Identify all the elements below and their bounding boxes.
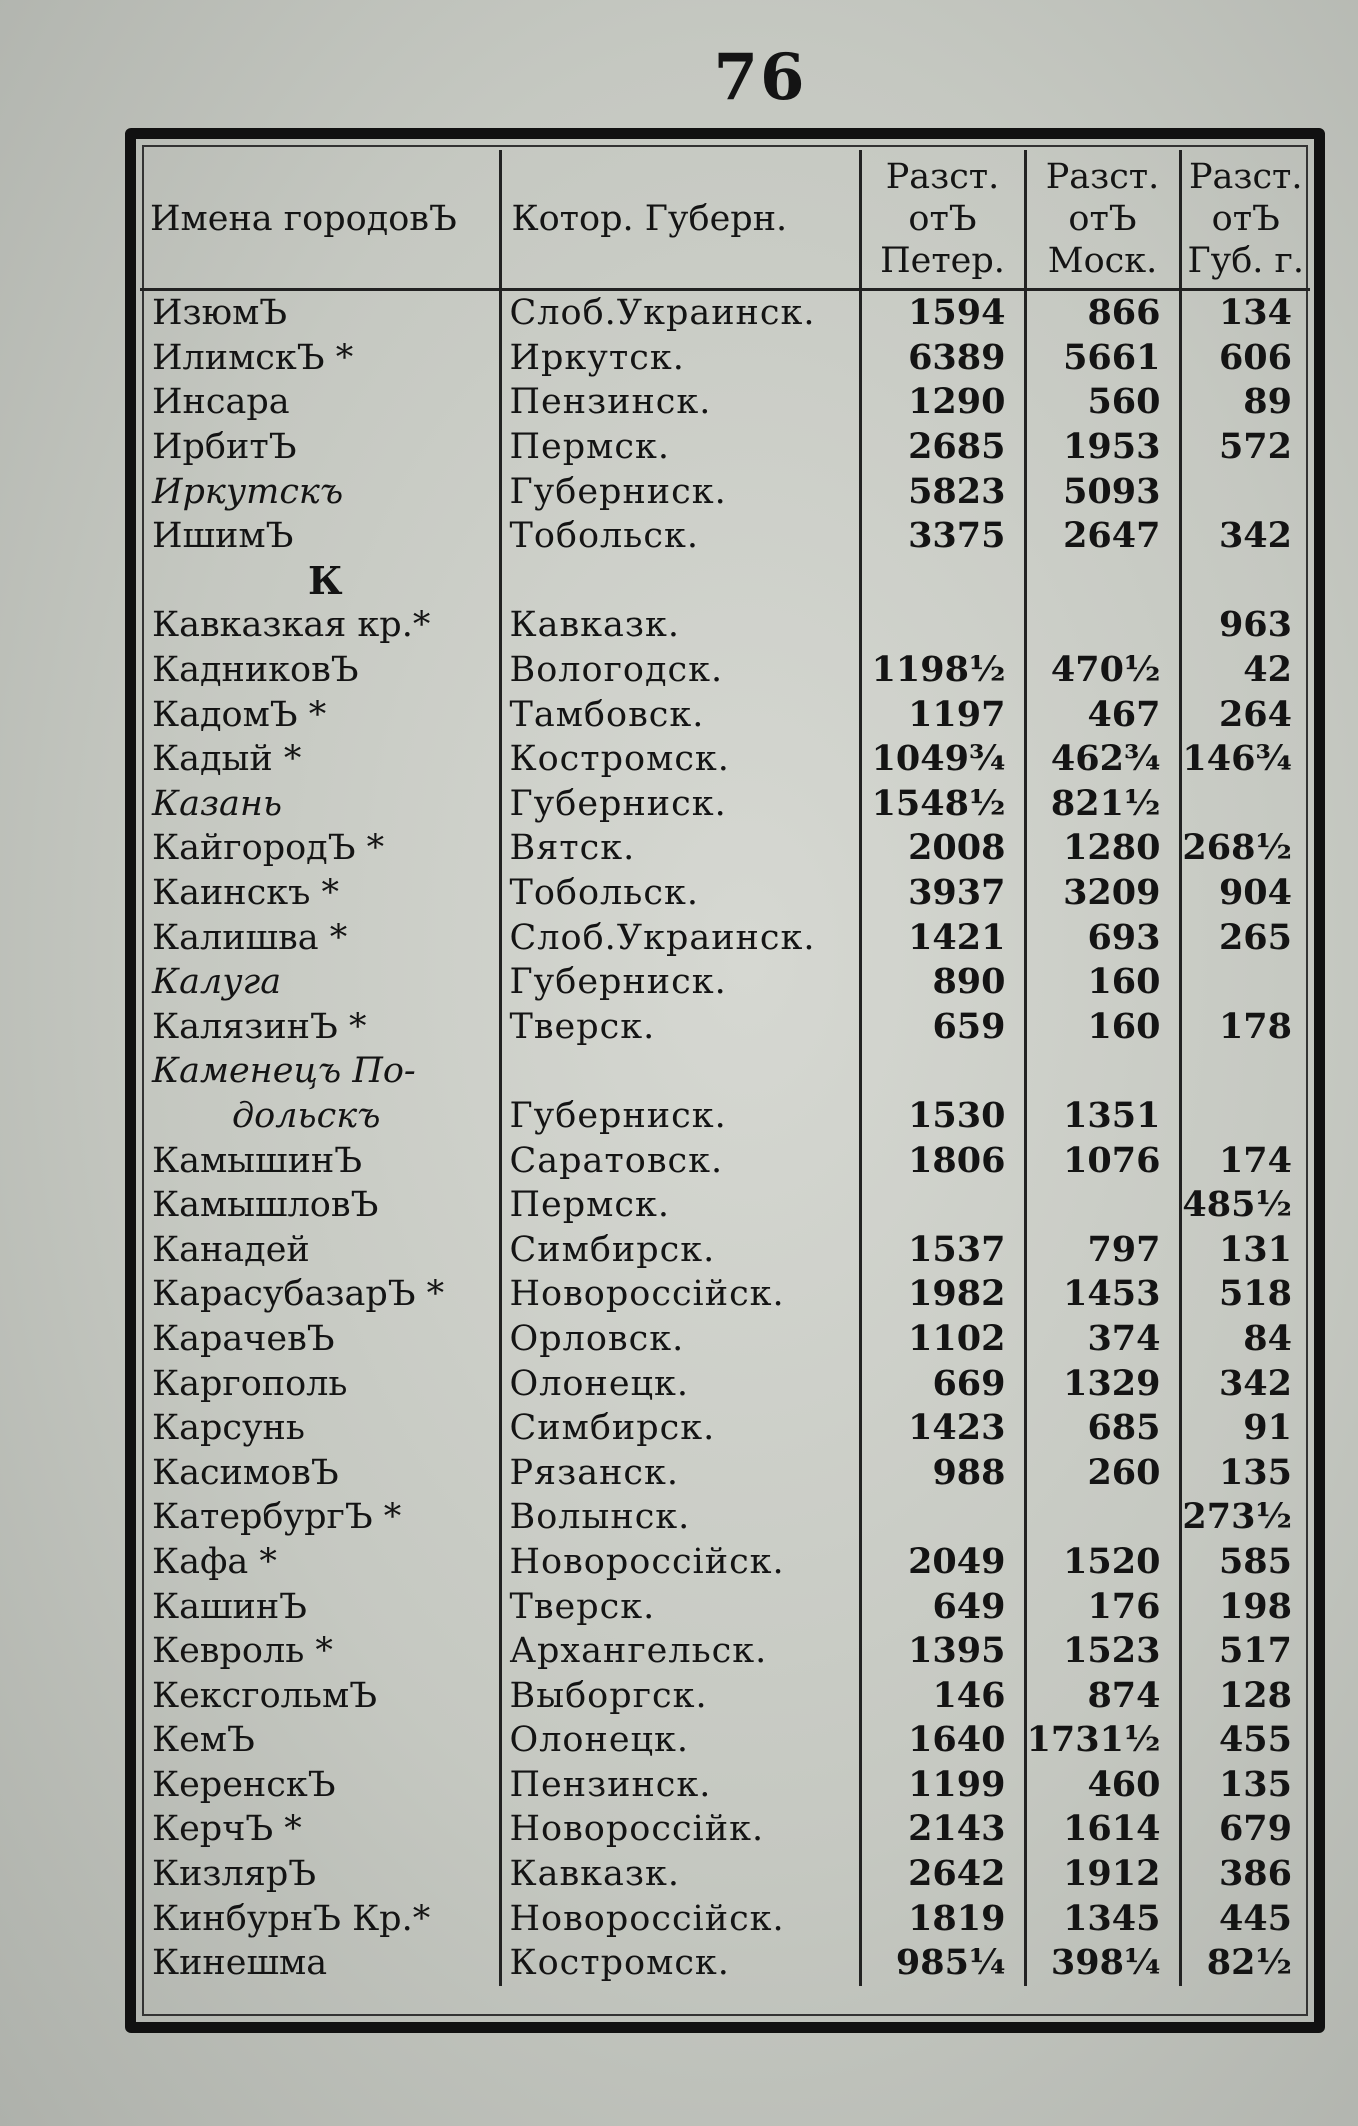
distance-from-peter: 3937 bbox=[860, 871, 1025, 916]
table-row bbox=[140, 960, 1310, 1005]
province-name: Вологодск. bbox=[500, 648, 860, 693]
distance-from-moscow bbox=[1025, 603, 1180, 648]
distance-from-gub bbox=[1180, 559, 1310, 604]
province-name: Иркутск. bbox=[500, 336, 860, 381]
table-row bbox=[140, 469, 1310, 514]
distance-from-peter: 1537 bbox=[860, 1227, 1025, 1272]
distance-from-moscow: 1953 bbox=[1025, 425, 1180, 470]
header-from-gub-line: отЪ bbox=[1211, 199, 1280, 239]
distance-from-gub: 84 bbox=[1243, 1317, 1292, 1359]
table-row bbox=[140, 1941, 1310, 1986]
city-name: Каинскъ * bbox=[140, 871, 500, 916]
distance-from-gub: 585 bbox=[1218, 1540, 1292, 1582]
province-name: Рязанск. bbox=[500, 1450, 860, 1495]
distance-from-gub: 264 bbox=[1218, 693, 1292, 735]
distance-from-moscow: 460 bbox=[1025, 1763, 1180, 1808]
distance-from-peter: 1806 bbox=[860, 1138, 1025, 1183]
province-name: Симбирск. bbox=[500, 1406, 860, 1451]
table-row bbox=[140, 1673, 1310, 1718]
table-row bbox=[140, 1227, 1310, 1272]
distance-from-moscow: 874 bbox=[1025, 1673, 1180, 1718]
distance-from-gub: 134 bbox=[1218, 292, 1292, 334]
table-row bbox=[140, 1049, 1310, 1094]
distance-from-moscow: 797 bbox=[1025, 1227, 1180, 1272]
table-row bbox=[140, 425, 1310, 470]
distance-from-peter: 1640 bbox=[860, 1718, 1025, 1763]
city-name: ИзюмЪ bbox=[140, 290, 500, 336]
table-row bbox=[140, 1183, 1310, 1228]
distance-from-gub: 268½ bbox=[1182, 827, 1292, 869]
table-row bbox=[140, 826, 1310, 871]
province-name: Губерниск. bbox=[500, 1094, 860, 1139]
distance-from-peter: 1395 bbox=[860, 1629, 1025, 1674]
city-name: КизлярЪ bbox=[140, 1852, 500, 1897]
province-name: Пермск. bbox=[500, 425, 860, 470]
distance-from-peter: 1423 bbox=[860, 1406, 1025, 1451]
province-name: Вятск. bbox=[500, 826, 860, 871]
distance-from-gub: 128 bbox=[1218, 1674, 1292, 1716]
city-name: дольскъ bbox=[140, 1094, 500, 1139]
distance-from-gub: 178 bbox=[1218, 1005, 1292, 1047]
province-name: Тверск. bbox=[500, 1584, 860, 1629]
distance-from-peter: 2008 bbox=[860, 826, 1025, 871]
province-name: Выборгск. bbox=[500, 1673, 860, 1718]
distance-from-gub: 89 bbox=[1243, 381, 1292, 423]
distance-from-gub: 342 bbox=[1218, 515, 1292, 557]
province-name: Пермск. bbox=[500, 1183, 860, 1228]
distance-from-gub: 131 bbox=[1218, 1228, 1292, 1270]
header-from-moscow bbox=[1025, 150, 1180, 290]
distance-from-peter: 6389 bbox=[860, 336, 1025, 381]
distance-from-peter: 2685 bbox=[860, 425, 1025, 470]
distance-from-gub bbox=[1180, 469, 1310, 514]
distance-from-gub: 572 bbox=[1218, 426, 1292, 468]
table-row bbox=[140, 1406, 1310, 1451]
distance-from-moscow: 1076 bbox=[1025, 1138, 1180, 1183]
distance-from-peter: 1421 bbox=[860, 915, 1025, 960]
table-row bbox=[140, 1495, 1310, 1540]
distance-from-moscow bbox=[1025, 559, 1180, 604]
distance-from-gub: 518 bbox=[1218, 1273, 1292, 1315]
page-number: 76 bbox=[713, 40, 807, 115]
table-row bbox=[140, 603, 1310, 648]
province-name: Архангельск. bbox=[500, 1629, 860, 1674]
distance-from-gub: 963 bbox=[1218, 604, 1292, 646]
distance-from-peter bbox=[860, 1183, 1025, 1228]
city-name: КарачевЪ bbox=[140, 1317, 500, 1362]
distance-from-gub: 485½ bbox=[1182, 1184, 1292, 1226]
table-row bbox=[140, 1540, 1310, 1585]
distance-from-moscow: 3209 bbox=[1025, 871, 1180, 916]
city-name: КатербургЪ * bbox=[140, 1495, 500, 1540]
province-name: Костромск. bbox=[500, 1941, 860, 1986]
distance-from-gub: 273½ bbox=[1182, 1496, 1292, 1538]
distance-from-peter: 1197 bbox=[860, 692, 1025, 737]
distance-from-peter: 1982 bbox=[860, 1272, 1025, 1317]
table-row bbox=[140, 1718, 1310, 1763]
distance-from-gub: 679 bbox=[1218, 1808, 1292, 1850]
distance-from-moscow bbox=[1025, 1495, 1180, 1540]
city-name: Канадей bbox=[140, 1227, 500, 1272]
province-name: Пензинск. bbox=[500, 1763, 860, 1808]
header-from-gub-line: Разст. bbox=[1188, 157, 1303, 197]
distance-from-gub: 517 bbox=[1218, 1630, 1292, 1672]
header-from-peter-line: отЪ bbox=[908, 199, 977, 239]
header-from-moscow-line: Моск. bbox=[1047, 241, 1158, 281]
province-name: Губерниск. bbox=[500, 469, 860, 514]
distance-from-moscow: 1912 bbox=[1025, 1852, 1180, 1897]
distance-from-peter: 1548½ bbox=[860, 782, 1025, 827]
table-body bbox=[140, 290, 1310, 1986]
distance-from-peter: 988 bbox=[860, 1450, 1025, 1495]
city-name: КарасубазарЪ * bbox=[140, 1272, 500, 1317]
city-name: ИлимскЪ * bbox=[140, 336, 500, 381]
distance-from-peter: 890 bbox=[860, 960, 1025, 1005]
province-name: Новороссійк. bbox=[500, 1807, 860, 1852]
city-name: ИшимЪ bbox=[140, 514, 500, 559]
distance-from-gub: 135 bbox=[1218, 1763, 1292, 1805]
province-name: Костромск. bbox=[500, 737, 860, 782]
table-row bbox=[140, 336, 1310, 381]
city-name: КадомЪ * bbox=[140, 692, 500, 737]
city-name: Кавказкая кр.* bbox=[140, 603, 500, 648]
table-row bbox=[140, 737, 1310, 782]
table-row bbox=[140, 1807, 1310, 1852]
city-name: Кинешма bbox=[140, 1941, 500, 1986]
province-name: Новороссійск. bbox=[500, 1272, 860, 1317]
distance-from-moscow: 1351 bbox=[1025, 1094, 1180, 1139]
city-name: Иркутскъ bbox=[140, 469, 500, 514]
city-name: Казань bbox=[140, 782, 500, 827]
distance-from-peter: 2642 bbox=[860, 1852, 1025, 1897]
distance-from-moscow: 176 bbox=[1025, 1584, 1180, 1629]
distance-from-gub: 42 bbox=[1243, 649, 1292, 691]
city-name: Калишва * bbox=[140, 915, 500, 960]
table-row bbox=[140, 1450, 1310, 1495]
distance-from-peter: 659 bbox=[860, 1005, 1025, 1050]
distance-from-moscow: 2647 bbox=[1025, 514, 1180, 559]
distance-from-moscow: 693 bbox=[1025, 915, 1180, 960]
city-name: КамышинЪ bbox=[140, 1138, 500, 1183]
city-name: КексгольмЪ bbox=[140, 1673, 500, 1718]
province-name: Симбирск. bbox=[500, 1227, 860, 1272]
city-name: ИрбитЪ bbox=[140, 425, 500, 470]
distance-from-gub: 135 bbox=[1218, 1451, 1292, 1493]
distance-from-moscow: 1523 bbox=[1025, 1629, 1180, 1674]
distance-from-gub: 198 bbox=[1218, 1585, 1292, 1627]
city-name: КеренскЪ bbox=[140, 1763, 500, 1808]
distance-from-moscow: 374 bbox=[1025, 1317, 1180, 1362]
header-from-peter bbox=[860, 150, 1025, 290]
distance-from-peter: 3375 bbox=[860, 514, 1025, 559]
table-row bbox=[140, 514, 1310, 559]
distance-from-moscow: 1614 bbox=[1025, 1807, 1180, 1852]
province-name: Пензинск. bbox=[500, 380, 860, 425]
table-row bbox=[140, 1317, 1310, 1362]
distance-from-peter: 1102 bbox=[860, 1317, 1025, 1362]
province-name: Орловск. bbox=[500, 1317, 860, 1362]
province-name: Слоб.Украинск. bbox=[500, 915, 860, 960]
distance-from-peter bbox=[860, 1495, 1025, 1540]
distance-from-peter: 669 bbox=[860, 1361, 1025, 1406]
distance-from-gub: 342 bbox=[1218, 1362, 1292, 1404]
distance-from-moscow: 462¾ bbox=[1025, 737, 1180, 782]
table-row bbox=[140, 380, 1310, 425]
city-name: КерчЪ * bbox=[140, 1807, 500, 1852]
province-name: Тамбовск. bbox=[500, 692, 860, 737]
city-name: КинбурнЪ Кр.* bbox=[140, 1896, 500, 1941]
city-name: К bbox=[140, 559, 500, 604]
table-row bbox=[140, 1094, 1310, 1139]
distance-from-moscow bbox=[1025, 1183, 1180, 1228]
header-city: Имена городовЪ bbox=[140, 150, 500, 290]
distance-from-peter: 1198½ bbox=[860, 648, 1025, 693]
table-header-row bbox=[140, 150, 1310, 290]
distance-from-moscow: 1520 bbox=[1025, 1540, 1180, 1585]
distance-from-moscow: 160 bbox=[1025, 1005, 1180, 1050]
city-name: КадниковЪ bbox=[140, 648, 500, 693]
province-name: Олонецк. bbox=[500, 1718, 860, 1763]
province-name: Губерниск. bbox=[500, 782, 860, 827]
distance-from-gub bbox=[1180, 782, 1310, 827]
distance-from-peter: 2049 bbox=[860, 1540, 1025, 1585]
city-name: Кадый * bbox=[140, 737, 500, 782]
province-name: Губерниск. bbox=[500, 960, 860, 1005]
city-name: Карсунь bbox=[140, 1406, 500, 1451]
distance-from-moscow: 685 bbox=[1025, 1406, 1180, 1451]
city-name: Калуга bbox=[140, 960, 500, 1005]
table-row bbox=[140, 1763, 1310, 1808]
table-row bbox=[140, 559, 1310, 604]
header-from-moscow-line: Разст. bbox=[1045, 157, 1160, 197]
table-row bbox=[140, 782, 1310, 827]
distance-from-peter: 1199 bbox=[860, 1763, 1025, 1808]
distance-from-peter bbox=[860, 559, 1025, 604]
table-row bbox=[140, 1629, 1310, 1674]
table-row bbox=[140, 871, 1310, 916]
distance-from-gub: 606 bbox=[1218, 336, 1292, 378]
distance-from-peter: 5823 bbox=[860, 469, 1025, 514]
table-row bbox=[140, 1138, 1310, 1183]
city-name: КайгородЪ * bbox=[140, 826, 500, 871]
distance-from-peter bbox=[860, 1049, 1025, 1094]
city-name: КемЪ bbox=[140, 1718, 500, 1763]
city-name: КасимовЪ bbox=[140, 1450, 500, 1495]
province-name: Тобольск. bbox=[500, 514, 860, 559]
province-name: Новороссійск. bbox=[500, 1540, 860, 1585]
province-name: Кавказк. bbox=[500, 1852, 860, 1897]
city-name: Кевроль * bbox=[140, 1629, 500, 1674]
distance-from-gub: 904 bbox=[1218, 872, 1292, 914]
distance-from-moscow bbox=[1025, 1049, 1180, 1094]
table-row bbox=[140, 1361, 1310, 1406]
province-name: Тобольск. bbox=[500, 871, 860, 916]
distance-from-moscow: 560 bbox=[1025, 380, 1180, 425]
distance-from-moscow: 1731½ bbox=[1025, 1718, 1180, 1763]
header-from-moscow-line: отЪ bbox=[1068, 199, 1137, 239]
distance-from-moscow: 260 bbox=[1025, 1450, 1180, 1495]
distance-from-peter: 1290 bbox=[860, 380, 1025, 425]
distance-from-peter: 985¼ bbox=[860, 1941, 1025, 1986]
distance-from-gub: 386 bbox=[1218, 1853, 1292, 1895]
distance-from-moscow: 1280 bbox=[1025, 826, 1180, 871]
distance-from-moscow: 1345 bbox=[1025, 1896, 1180, 1941]
distance-from-peter: 649 bbox=[860, 1584, 1025, 1629]
table-row bbox=[140, 692, 1310, 737]
table-row bbox=[140, 1005, 1310, 1050]
distance-from-peter bbox=[860, 603, 1025, 648]
province-name: Саратовск. bbox=[500, 1138, 860, 1183]
header-from-gub bbox=[1180, 150, 1310, 290]
distance-from-gub bbox=[1180, 1094, 1310, 1139]
table-row bbox=[140, 1272, 1310, 1317]
distance-from-gub: 91 bbox=[1243, 1407, 1292, 1449]
province-name: Олонецк. bbox=[500, 1361, 860, 1406]
table-row bbox=[140, 1896, 1310, 1941]
table-row bbox=[140, 1852, 1310, 1897]
province-name: Новороссійск. bbox=[500, 1896, 860, 1941]
city-name: КашинЪ bbox=[140, 1584, 500, 1629]
distance-from-moscow: 866 bbox=[1025, 290, 1180, 336]
distance-from-peter: 146 bbox=[860, 1673, 1025, 1718]
distance-from-gub: 174 bbox=[1218, 1139, 1292, 1181]
distance-from-moscow: 1453 bbox=[1025, 1272, 1180, 1317]
distance-from-peter: 1049¾ bbox=[860, 737, 1025, 782]
distance-from-moscow: 160 bbox=[1025, 960, 1180, 1005]
header-from-gub-line: Губ. г. bbox=[1187, 241, 1305, 281]
distance-from-peter: 2143 bbox=[860, 1807, 1025, 1852]
distance-from-gub: 265 bbox=[1218, 916, 1292, 958]
distance-from-moscow: 821½ bbox=[1025, 782, 1180, 827]
city-name: КамышловЪ bbox=[140, 1183, 500, 1228]
distance-table bbox=[140, 150, 1310, 1986]
city-name: Каменецъ По- bbox=[140, 1049, 500, 1094]
province-name: Тверск. bbox=[500, 1005, 860, 1050]
distance-from-moscow: 5661 bbox=[1025, 336, 1180, 381]
distance-from-gub bbox=[1180, 1049, 1310, 1094]
distance-from-gub: 82½ bbox=[1206, 1942, 1292, 1984]
distance-from-peter: 1819 bbox=[860, 1896, 1025, 1941]
city-name: КалязинЪ * bbox=[140, 1005, 500, 1050]
city-name: Инсара bbox=[140, 380, 500, 425]
distance-from-peter: 1594 bbox=[860, 290, 1025, 336]
header-province: Котор. Губерн. bbox=[500, 150, 860, 290]
distance-from-moscow: 1329 bbox=[1025, 1361, 1180, 1406]
header-from-peter-line: Разст. bbox=[885, 157, 1000, 197]
province-name bbox=[500, 559, 860, 604]
city-name: Каргополь bbox=[140, 1361, 500, 1406]
distance-from-peter: 1530 bbox=[860, 1094, 1025, 1139]
table-row bbox=[140, 648, 1310, 693]
distance-from-gub bbox=[1180, 960, 1310, 1005]
distance-from-moscow: 5093 bbox=[1025, 469, 1180, 514]
city-name: Кафа * bbox=[140, 1540, 500, 1585]
province-name: Волынск. bbox=[500, 1495, 860, 1540]
header-from-peter-line: Петер. bbox=[880, 241, 1005, 281]
province-name: Кавказк. bbox=[500, 603, 860, 648]
distance-from-moscow: 467 bbox=[1025, 692, 1180, 737]
distance-from-moscow: 398¼ bbox=[1025, 1941, 1180, 1986]
table-row bbox=[140, 915, 1310, 960]
province-name: Слоб.Украинск. bbox=[500, 290, 860, 336]
distance-from-gub: 445 bbox=[1218, 1897, 1292, 1939]
table-row bbox=[140, 1584, 1310, 1629]
distance-from-gub: 146¾ bbox=[1182, 738, 1292, 780]
distance-from-moscow: 470½ bbox=[1025, 648, 1180, 693]
table-row bbox=[140, 290, 1310, 336]
distance-from-gub: 455 bbox=[1218, 1719, 1292, 1761]
province-name bbox=[500, 1049, 860, 1094]
